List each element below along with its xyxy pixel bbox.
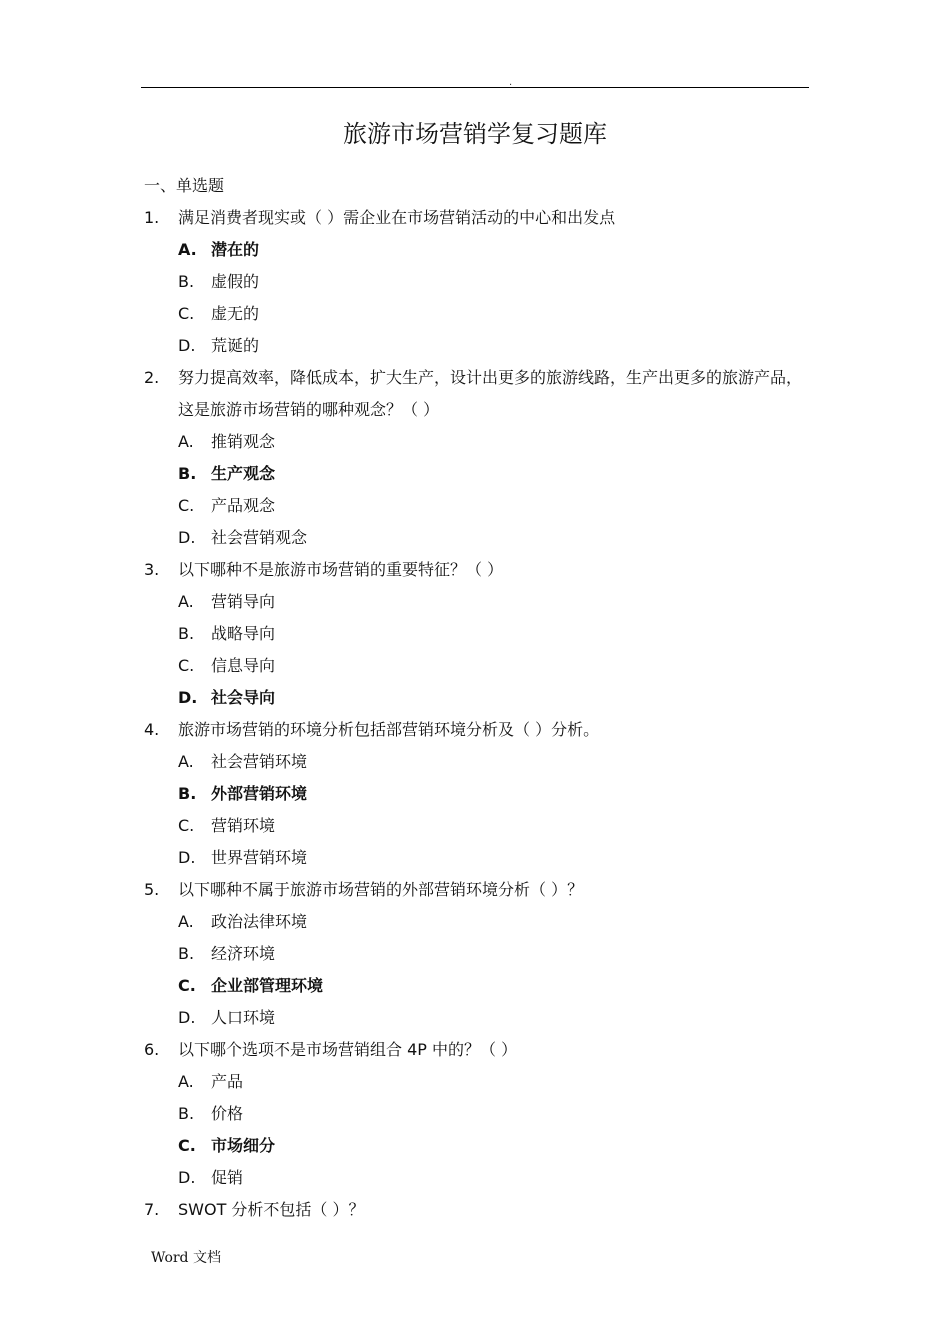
- option-text: 人口环境: [211, 1008, 276, 1027]
- option-item: [144, 1102, 812, 1134]
- header-rule: [141, 87, 809, 88]
- question-list: [144, 206, 812, 1230]
- option-letter: B.: [178, 464, 197, 483]
- question-number: 3.: [144, 560, 160, 579]
- question-text: 这是旅游市场营销的哪种观念？（ ）: [178, 400, 440, 419]
- option-letter: C.: [178, 304, 195, 323]
- option-text: 世界营销环境: [211, 848, 308, 867]
- option-text: 推销观念: [211, 432, 276, 451]
- question-line: [144, 398, 812, 430]
- question-line: [144, 1198, 812, 1230]
- option-text: 战略导向: [211, 624, 276, 643]
- option-item-correct: [144, 686, 812, 718]
- option-text: 社会营销环境: [211, 752, 308, 771]
- question-line: [144, 206, 812, 238]
- option-letter: B.: [178, 784, 197, 803]
- option-letter: D.: [178, 688, 198, 707]
- question-line: [144, 366, 812, 398]
- option-letter: A.: [178, 592, 194, 611]
- question-text: SWOT 分析不包括（ ）？: [178, 1200, 365, 1219]
- option-item: [144, 270, 812, 302]
- question-text: 满足消费者现实或（ ）需企业在市场营销活动的中心和出发点: [178, 208, 616, 227]
- question-line: [144, 1038, 812, 1070]
- option-letter: C.: [178, 816, 195, 835]
- option-letter: C.: [178, 976, 196, 995]
- option-letter: D.: [178, 1168, 196, 1187]
- question-text: 以下哪个选项不是市场营销组合 4P 中的？（ ）: [178, 1040, 518, 1059]
- option-item: [144, 590, 812, 622]
- option-item: [144, 1006, 812, 1038]
- option-text: 营销导向: [211, 592, 276, 611]
- option-item: [144, 622, 812, 654]
- option-letter: A.: [178, 912, 194, 931]
- option-item: [144, 654, 812, 686]
- option-item: [144, 910, 812, 942]
- option-letter: A.: [178, 432, 194, 451]
- option-item-correct: [144, 462, 812, 494]
- option-letter: B.: [178, 624, 195, 643]
- question-text: 努力提高效率，降低成本，扩大生产，设计出更多的旅游线路，生产出更多的旅游产品，: [178, 368, 803, 387]
- option-letter: D.: [178, 1008, 196, 1027]
- option-item: [144, 334, 812, 366]
- footer-text: Word 文档: [151, 1250, 221, 1266]
- option-text: 产品观念: [211, 496, 276, 515]
- option-item-correct: [144, 238, 812, 270]
- option-letter: C.: [178, 1136, 196, 1155]
- option-text: 虚假的: [211, 272, 260, 291]
- option-item-correct: [144, 1134, 812, 1166]
- question-number: 2.: [144, 368, 160, 387]
- question-number: 7.: [144, 1200, 160, 1219]
- header-mark: .: [509, 77, 513, 88]
- option-text: 营销环境: [211, 816, 276, 835]
- option-item: [144, 814, 812, 846]
- option-letter: B.: [178, 1104, 195, 1123]
- option-letter: C.: [178, 656, 195, 675]
- option-text: 生产观念: [211, 464, 276, 483]
- option-item: [144, 846, 812, 878]
- option-text: 企业部管理环境: [211, 976, 324, 995]
- option-text: 信息导向: [211, 656, 276, 675]
- option-letter: D.: [178, 336, 196, 355]
- question-text: 以下哪种不属于旅游市场营销的外部营销环境分析（ ）？: [178, 880, 584, 899]
- option-item: [144, 430, 812, 462]
- option-text: 外部营销环境: [211, 784, 308, 803]
- option-text: 产品: [211, 1072, 244, 1091]
- question-line: [144, 878, 812, 910]
- question-number: 6.: [144, 1040, 160, 1059]
- option-text: 促销: [211, 1168, 244, 1187]
- option-text: 虚无的: [211, 304, 260, 323]
- option-item-correct: [144, 974, 812, 1006]
- option-letter: D.: [178, 848, 196, 867]
- question-number: 1.: [144, 208, 160, 227]
- option-text: 政治法律环境: [211, 912, 308, 931]
- option-text: 经济环境: [211, 944, 276, 963]
- option-text: 市场细分: [211, 1136, 276, 1155]
- question-text: 旅游市场营销的环境分析包括部营销环境分析及（ ）分析。: [178, 720, 600, 739]
- question-number: 4.: [144, 720, 160, 739]
- section-heading: 一、单选题: [144, 176, 225, 195]
- option-item-correct: [144, 782, 812, 814]
- option-item: [144, 1070, 812, 1102]
- option-item: [144, 526, 812, 558]
- option-letter: A.: [178, 1072, 194, 1091]
- question-text: 以下哪种不是旅游市场营销的重要特征？（ ）: [178, 560, 504, 579]
- option-item: [144, 750, 812, 782]
- option-text: 价格: [211, 1104, 244, 1123]
- option-text: 荒诞的: [211, 336, 260, 355]
- option-text: 潜在的: [211, 240, 260, 259]
- option-letter: A.: [178, 240, 197, 259]
- option-letter: B.: [178, 944, 195, 963]
- option-text: 社会导向: [211, 688, 276, 707]
- option-text: 社会营销观念: [211, 528, 308, 547]
- option-letter: B.: [178, 272, 195, 291]
- question-number: 5.: [144, 880, 160, 899]
- option-item: [144, 302, 812, 334]
- document-title: 旅游市场营销学复习题库: [343, 120, 607, 148]
- option-item: [144, 494, 812, 526]
- option-letter: C.: [178, 496, 195, 515]
- option-item: [144, 1166, 812, 1198]
- option-item: [144, 942, 812, 974]
- option-letter: A.: [178, 752, 194, 771]
- question-line: [144, 558, 812, 590]
- option-letter: D.: [178, 528, 196, 547]
- question-line: [144, 718, 812, 750]
